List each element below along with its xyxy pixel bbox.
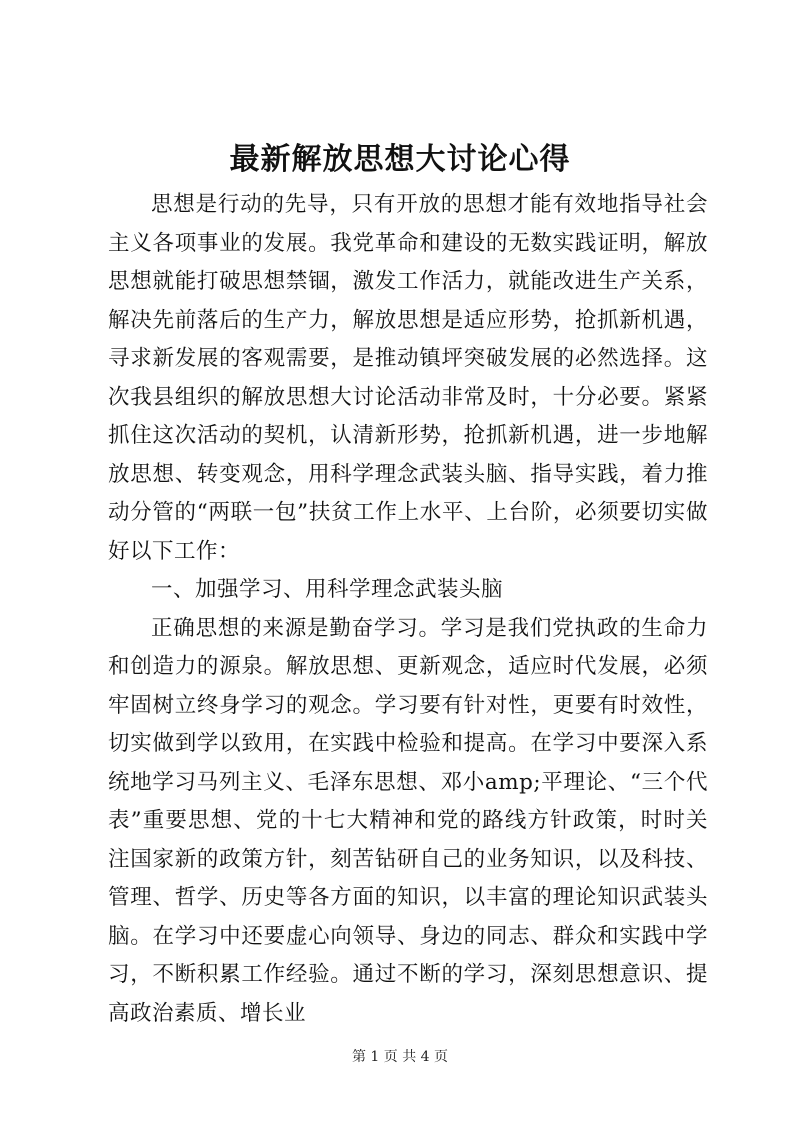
page-number-footer: 第 1 页 共 4 页: [351, 1049, 449, 1065]
document-title: 最新解放思想大讨论心得: [229, 142, 571, 177]
document-body: [108, 186, 708, 1033]
section-heading: 一、加强学习、用科学理念武装头脑: [151, 577, 504, 602]
paragraph-intro: 思想是行动的先导，只有开放的思想才能有效地指导社会主义各项事业的发展。我党革命和建设的无数实践证明，解放思想就能打破思想禁锢，激发工作活力，就能改进生产关系，解决先前落后的生产力，解放思想是适应形势，抢抓新机遇，寻求新发展的客观需要，是推动镇坪突破发展的必然选择。这次我县组织的解放思想大讨论活动非常及时，十分必要。紧紧抓住这次活动的契机，认清新形势，抢抓新机遇，进一步地解放思想、转变观念，用科学理念武装头脑、指导实践，着力推动分管的“两联一包”扶贫工作上水平、上台阶，必须要切实做好以下工作：: [108, 192, 708, 564]
paragraph-study: 正确思想的来源是勤奋学习。学习是我们党执政的生命力和创造力的源泉。解放思想、更新观念，适应时代发展，必须牢固树立终身学习的观念。学习要有针对性，更要有时效性，切实做到学以致用，在实践中检验和提高。在学习中要深入系统地学习马列主义、毛泽东思想、邓小amp;平理论、“三个代表”重要思想、党的十七大精神和党的路线方针政策，时时关注国家新的政策方针，刻苦钻研自己的业务知识，以及科技、管理、哲学、历史等各方面的知识，以丰富的理论知识武装头脑。在学习中还要虚心向领导、身边的同志、群众和实践中学习，不断积累工作经验。通过不断的学习，深刻思想意识、提高政治素质、增长业: [108, 615, 708, 1026]
